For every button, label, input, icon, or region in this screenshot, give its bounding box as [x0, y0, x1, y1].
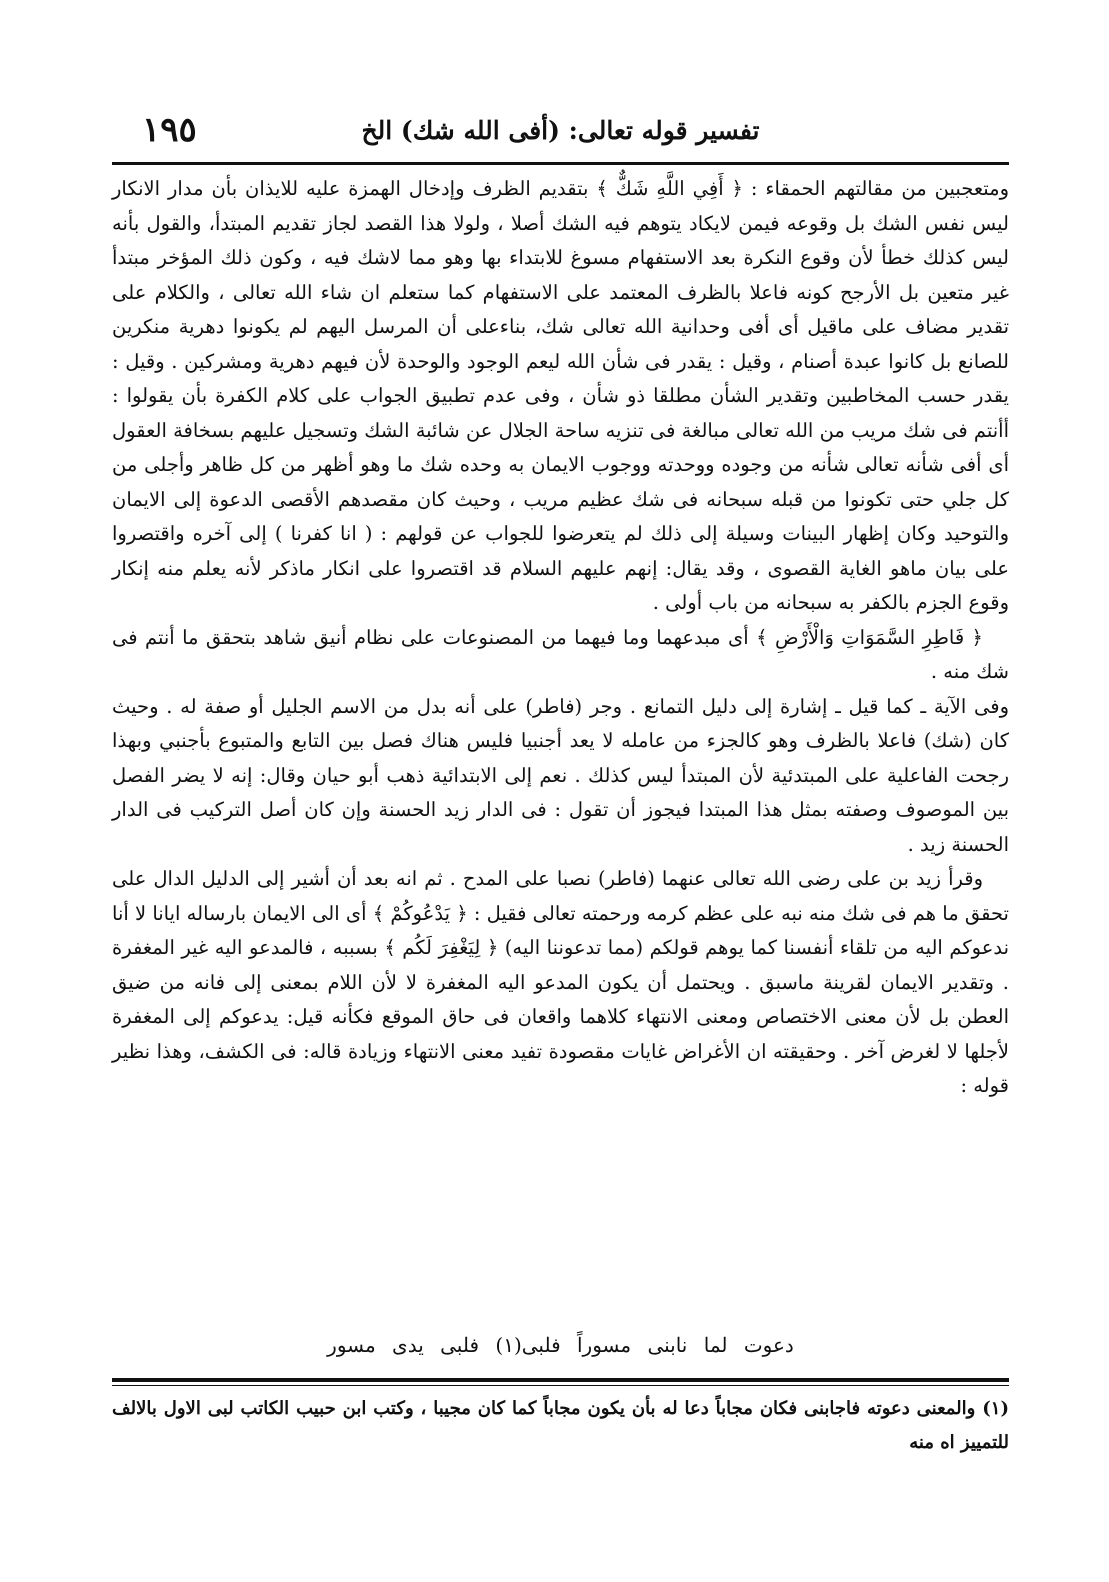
page-header	[112, 110, 1009, 166]
paragraph-1: ومتعجبين من مقالتهم الحمقاء : ﴿ أَفِي اللَّهِ شَكٌّ ﴾ بتقديم الظرف وإدخال الهمزة عليه للايذان بأن مدار الانكار ليس نفس الشك بل وقوعه فيمن لايكاد يتوهم فيه الشك أصلا ، ولولا هذا القصد لجاز تقديم المبتدأ، والقول بأنه ليس كذلك خطأ لأن وقوع النكرة بعد الاستفهام مسوغ للابتداء بها وهو مما لاشك فيه ، وكون ذلك المؤخر مبتدأ غير متعين بل الأرجح كونه فاعلا بالظرف المعتمد على الاستفهام كما ستعلم ان شاء الله تعالى ، والكلام على تقدير مضاف على ماقيل أى أفى وحدانية الله تعالى شك، بناءعلى أن المرسل اليهم لم يكونوا دهرية منكرين للصانع بل كانوا عبدة أصنام ، وقيل : يقدر فى شأن الله ليعم الوجود والوحدة لأن فيهم دهرية ومشركين . وقيل : يقدر حسب المخاطبين وتقدير الشأن مطلقا ذو شأن ، وفى عدم تطبيق الجواب على كلام الكفرة بأن يقولوا : أأنتم فى شك مريب من الله تعالى مبالغة فى تنزيه ساحة الجلال عن شائبة الشك وتسجيل عليهم بسخافة العقول أى أفى شأنه تعالى شأنه من وجوده ووحدته ووجوب الايمان به وحده شك ما وهو أظهر من كل ظاهر وأجلى من كل جلي حتى تكونوا من قبله سبحانه فى شك عظيم مريب ، وحيث كان مقصدهم الأقصى الدعوة إلى الايمان والتوحيد وكان إظهار البينات وسيلة إلى ذلك لم يتعرضوا للجواب عن قولهم : ( انا كفرنا ) إلى آخره واقتصروا على بيان ماهو الغاية القصوى ، وقد يقال: إنهم عليهم السلام قد اقتصروا على انكار ماذكر لأنه يعلم منه إنكار وقوع الجزم بالكفر به سبحانه من باب أولى .	[112, 177, 1009, 614]
footnote: (١) والمعنى دعوته فاجابنى فكان مجاباً دعا له بأن يكون مجاباً كما كان مجيبا ، وكتب ابن حبيب الكاتب لبى الاول بالالف للتمييز اه منه	[112, 1398, 1009, 1453]
main-text	[112, 172, 1009, 1104]
header-rule	[112, 162, 1009, 165]
footnote-rule-thick	[112, 1378, 1009, 1382]
poem-verse: دعوت لما نابنى مسوراً فلبى(١) فلبى يدى مسور	[327, 1333, 794, 1357]
paragraph-4: وقرأ زيد بن على رضى الله تعالى عنهما (فاطر) نصبا على المدح . ثم انه بعد أن أشير إلى الدليل الدال على تحقق ما هم فى شك منه نبه على عظم كرمه ورحمته تعالى فقيل : ﴿ يَدْعُوكُمْ ﴾ أى الى الايمان بارساله ايانا لا أنا ندعوكم اليه من تلقاء أنفسنا كما يوهم قولكم (مما تدعوننا اليه) ﴿ لِيَغْفِرَ لَكُم ﴾ بسببه ، فالمدعو اليه غير المغفرة . وتقدير الايمان لقرينة ماسبق . ويحتمل أن يكون المدعو اليه المغفرة لا لأن اللام بمعنى إلى فانه من ضيق العطن بل لأن معنى الاختصاص ومعنى الانتهاء كلاهما واقعان فى حاق الموقع فكأنه قيل: يدعوكم إلى المغفرة لأجلها لا لغرض آخر . وحقيقته ان الأغراض غايات مقصودة تفيد معنى الانتهاء وزيادة قاله: فى الكشف، وهذا نظير قوله :	[112, 867, 1009, 1097]
paragraph-2: ﴿ فَاطِرِ السَّمَوَاتِ وَالْأَرْضِ ﴾ أى مبدعهما وما فيهما من المصنوعات على نظام أنيق شاهد بتحقق ما أنتم فى شك منه .	[112, 625, 1009, 683]
footnote-rule-thin	[112, 1385, 1009, 1386]
running-title: تفسير قوله تعالى: (أفى الله شك) الخ	[361, 116, 760, 145]
page-number: ١٩٥	[142, 110, 197, 150]
paragraph-3: وفى الآية ـ كما قيل ـ إشارة إلى دليل التمانع . وجر (فاطر) على أنه بدل من الاسم الجليل أو صفة له . وحيث كان (شك) فاعلا بالظرف وهو كالجزء من عامله لا يعد أجنبيا فليس هناك فصل بين التابع والمتبوع بأجنبي وبهذا رجحت الفاعلية على المبتدئية لأن المبتدأ ليس كذلك . نعم إلى الابتدائية ذهب أبو حيان وقال: إنه لا يضر الفصل بين الموصوف وصفته بمثل هذا المبتدا فيجوز أن تقول : فى الدار زيد الحسنة وإن كان أصل التركيب فى الدار الحسنة زيد .	[112, 694, 1009, 856]
